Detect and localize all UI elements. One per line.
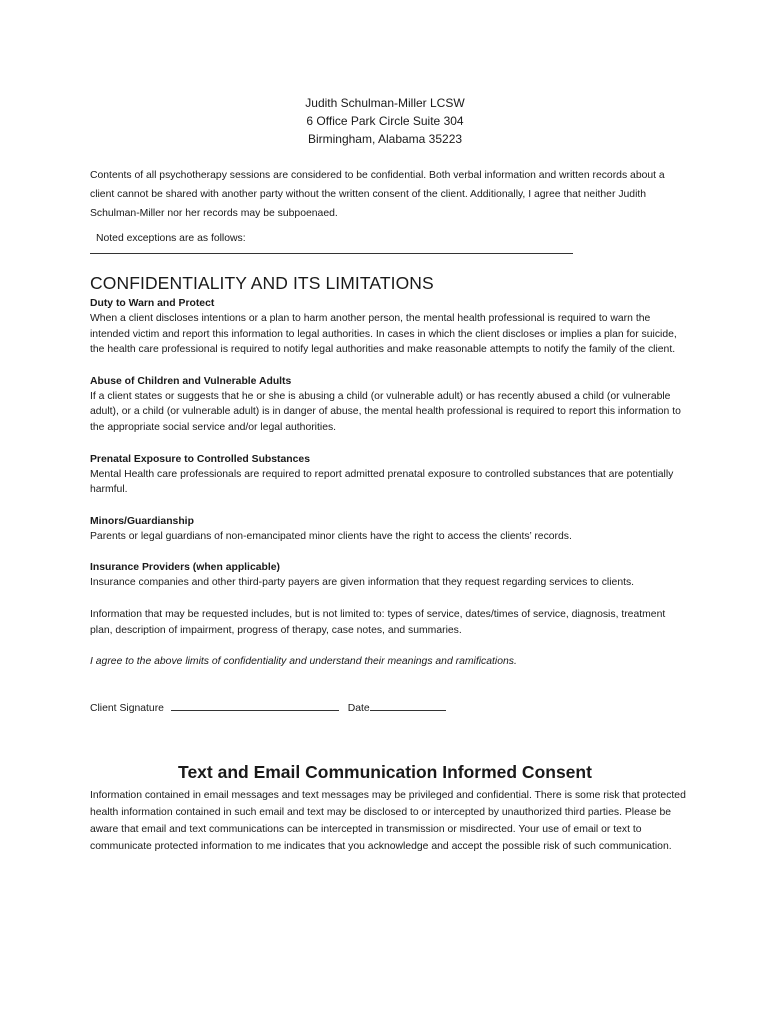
signature-row bbox=[90, 700, 690, 717]
exceptions-blank-line[interactable] bbox=[90, 247, 573, 254]
letterhead bbox=[0, 94, 770, 148]
section-insurance bbox=[90, 560, 690, 591]
date-label: Date bbox=[347, 702, 370, 714]
consent-paragraph: Information contained in email messages and text messages may be privileged and confidential. There is some risk that protected health information contained in such email and text may be disclosed to or intercepted by unauthorized third parties. Please be aware that email and text communications can be intercepted in transmission or misdirected. Your use of email or text to communicate protected information to me indicates that you acknowledge and accept the possible risk of such communication. bbox=[90, 789, 686, 852]
section-heading: Prenatal Exposure to Controlled Substances bbox=[90, 453, 310, 465]
exceptions-label: Noted exceptions are as follows: bbox=[96, 233, 246, 244]
section-body: When a client discloses intentions or a plan to harm another person, the mental health professional is required to warn the intended victim and report this information to legal authorities. In cases in which the client discloses or implies a plan for suicide, the health care professional is required to notify legal authorities and make reasonable attempts to notify the family of the client. bbox=[90, 313, 677, 356]
section-heading: Abuse of Children and Vulnerable Adults bbox=[90, 375, 292, 387]
section-body: Insurance companies and other third-party payers are given information that they request regarding services to clients. bbox=[90, 577, 635, 589]
intro-paragraph: Contents of all psychotherapy sessions are considered to be confidential. Both verbal information and written records about a client cannot be shared with another party without the written consent of the client. Additionally, I agree that neither Judith Schulman-Miller nor her records may be subpoenaed. bbox=[90, 170, 665, 219]
section-abuse bbox=[90, 374, 690, 436]
section-heading: Minors/Guardianship bbox=[90, 515, 194, 527]
confidentiality-title: CONFIDENTIALITY AND ITS LIMITATIONS bbox=[90, 273, 434, 293]
section-body: Parents or legal guardians of non-emancipated minor clients have the right to access the clients’ records. bbox=[90, 530, 572, 542]
section-prenatal bbox=[90, 452, 690, 498]
office-city: Birmingham, Alabama 35223 bbox=[307, 132, 463, 146]
agreement-statement: I agree to the above limits of confidentiality and understand their meanings and ramifications. bbox=[90, 656, 517, 668]
info-requested-block bbox=[90, 607, 690, 638]
office-address: 6 Office Park Circle Suite 304 bbox=[306, 114, 464, 128]
section-heading: Insurance Providers (when applicable) bbox=[90, 562, 280, 574]
therapist-name: Judith Schulman-Miller LCSW bbox=[305, 96, 465, 110]
section-heading: Duty to Warn and Protect bbox=[90, 298, 215, 309]
document-body bbox=[90, 166, 690, 855]
signature-label: Client Signature bbox=[90, 702, 164, 714]
section-body: Mental Health care professionals are required to report admitted prenatal exposure to controlled substances that are potentially harmful. bbox=[90, 468, 674, 496]
section-minors bbox=[90, 514, 690, 545]
section-body: If a client states or suggests that he or she is abusing a child (or vulnerable adult) or has recently abused a child (or vulnerable adult), or a child (or vulnerable adult) is in danger of abuse, the mental health professional is required to report this information to the appropriate social service and/or legal authorities. bbox=[90, 390, 681, 433]
info-requested-paragraph: Information that may be requested includes, but is not limited to: types of service, dates/times of service, diagnosis, treatment plan, description of impairment, progress of therapy, case notes, and summaries. bbox=[90, 608, 666, 636]
signature-field[interactable] bbox=[171, 700, 339, 711]
section-duty-to-warn bbox=[90, 296, 690, 358]
consent-title: Text and Email Communication Informed Consent bbox=[178, 761, 592, 782]
date-field[interactable] bbox=[370, 700, 446, 711]
